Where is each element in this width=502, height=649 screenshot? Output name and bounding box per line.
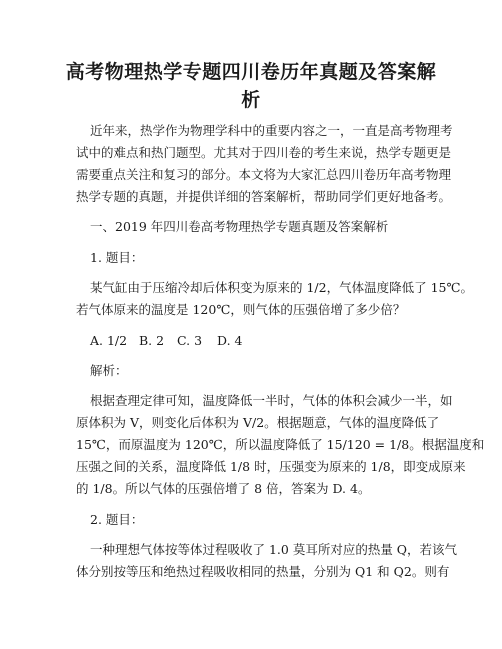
- option-d: D. 4: [217, 333, 243, 348]
- intro-line: 近年来，热学作为物理学科中的重要内容之一，一直是高考物理考: [90, 123, 453, 138]
- section-heading: 一、2019 年四川卷高考物理热学专题真题及答案解析: [90, 219, 389, 234]
- option-c: C. 3: [177, 333, 203, 348]
- title-line-2: 析: [241, 89, 261, 111]
- analysis-line: 的 1/8。所以气体的压强倍增了 8 倍，答案为 D. 4。: [76, 481, 371, 496]
- intro-line: 试中的难点和热门题型。尤其对于四川卷的考生来说，热学专题更是: [76, 145, 452, 160]
- analysis-line: 15℃，而原温度为 120℃，所以温度降低了 15/120 = 1/8。根据温度和: [76, 437, 485, 452]
- intro-line: 热学专题的真题，并提供详细的答案解析，帮助同学们更好地备考。: [76, 189, 452, 204]
- option-b: B. 2: [139, 333, 165, 348]
- question-text-line: 若气体原来的温度是 120℃，则气体的压强倍增了多少倍？: [76, 302, 406, 317]
- analysis-line: 原体积为 V，则变化后体积为 V/2。根据题意，气体的温度降低了: [76, 415, 440, 430]
- question-text-line: 一种理想气体按等体过程吸收了 1.0 莫耳所对应的热量 Q，若该气: [90, 542, 458, 557]
- page-title: [60, 58, 442, 114]
- question-text-line: 体分别按等压和绝热过程吸收相同的热量，分别为 Q1 和 Q2。则有: [76, 564, 450, 579]
- analysis-label: 解析：: [90, 363, 128, 378]
- analysis-line: 根据查理定律可知，温度降低一半时，气体的体积会减少一半，如: [90, 393, 453, 408]
- option-a: A. 1/2: [90, 333, 128, 348]
- answer-options: [90, 333, 242, 349]
- question-label: 2. 题目：: [90, 512, 144, 527]
- question-label: 1. 题目：: [90, 250, 144, 265]
- question-text-line: 某气缸由于压缩冷却后体积变为原来的 1/2，气体温度降低了 15℃。: [90, 280, 473, 295]
- analysis-line: 压强之间的关系，温度降低 1/8 时，压强变为原来的 1/8，即变成原来: [76, 459, 466, 474]
- title-line-1: 高考物理热学专题四川卷历年真题及答案解: [65, 61, 437, 83]
- intro-line: 需要重点关注和复习的部分。本文将为大家汇总四川卷历年高考物理: [76, 167, 452, 182]
